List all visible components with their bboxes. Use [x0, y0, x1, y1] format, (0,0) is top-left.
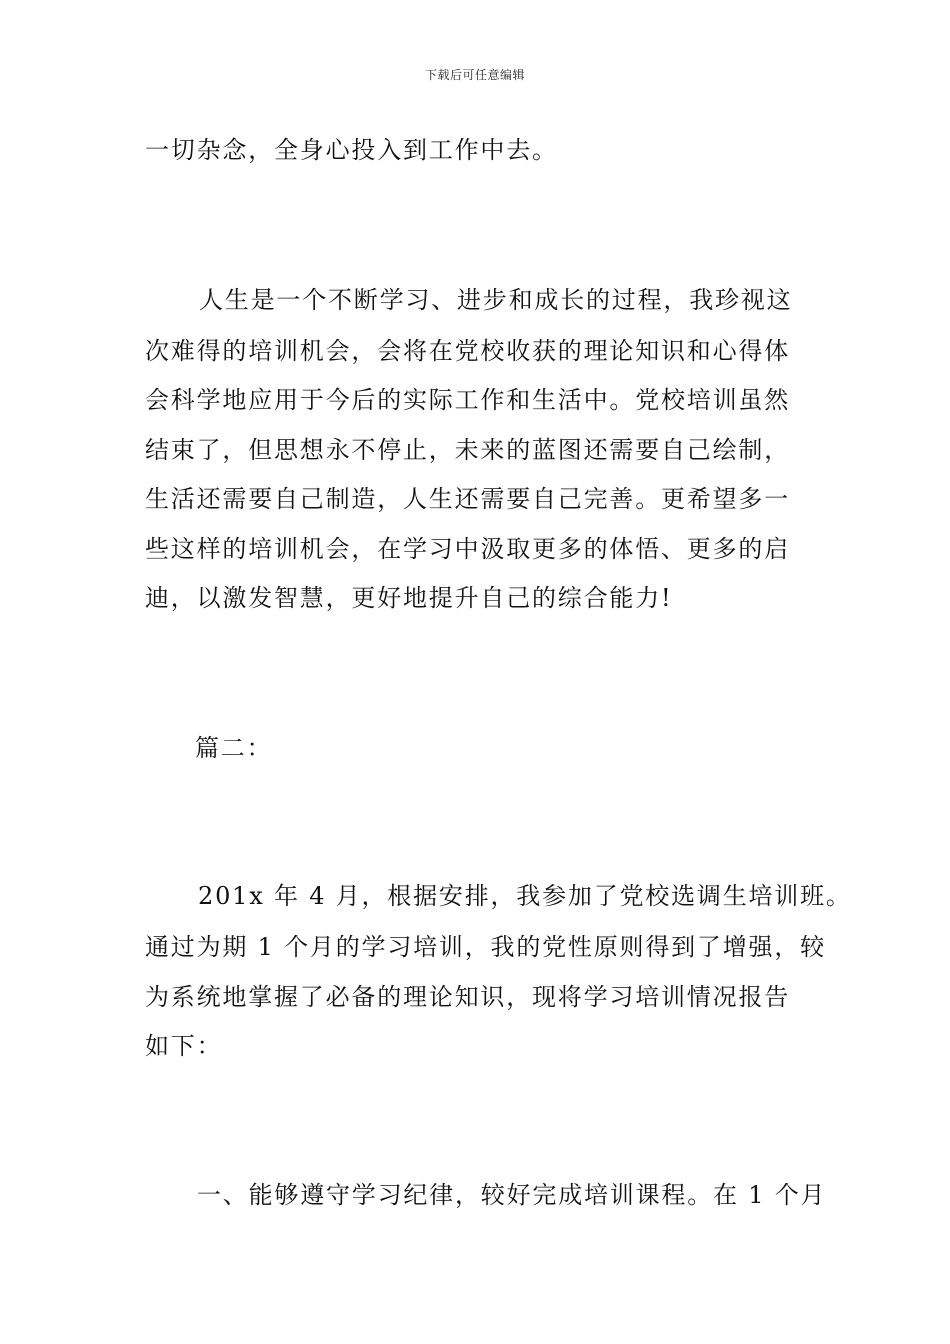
text-line: 一、能够遵守学习纪律，较好完成培训课程。在 1 个月	[197, 1181, 827, 1209]
page-header-note: 下载后可任意编辑	[424, 68, 525, 82]
text-line: 会科学地应用于今后的实际工作和生活中。党校培训虽然	[145, 386, 790, 414]
text-line: 结束了，但思想永不停止，未来的蓝图还需要自己绘制，	[145, 436, 790, 464]
text-line: 人生是一个不断学习、进步和成长的过程，我珍视这	[199, 286, 793, 314]
text-line: 一切杂念，全身心投入到工作中去。	[145, 136, 558, 164]
section-heading: 篇二：	[195, 734, 273, 762]
text-line: 生活还需要自己制造，人生还需要自己完善。更希望多一	[145, 485, 790, 513]
text-line: 为系统地掌握了必备的理论知识，现将学习培训情况报告	[145, 983, 790, 1011]
text-line: 次难得的培训机会，会将在党校收获的理论知识和心得体	[145, 337, 790, 365]
text-line: 通过为期 1 个月的学习培训，我的党性原则得到了增强，较	[145, 933, 826, 961]
text-line: 如下：	[145, 1032, 223, 1060]
text-line: 迪，以激发智慧，更好地提升自己的综合能力!	[145, 584, 673, 612]
text-line: 些这样的培训机会，在学习中汲取更多的体悟、更多的启	[145, 535, 790, 563]
text-line: 201x 年 4 月，根据安排，我参加了党校选调生培训班。	[198, 882, 852, 910]
